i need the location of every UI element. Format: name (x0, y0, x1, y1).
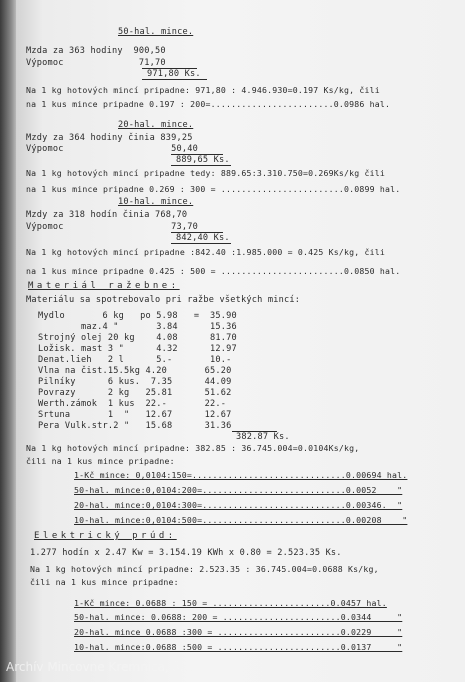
per-coin-line: 50-hal. mince:0,0104:200=............................0.0052 " (74, 485, 403, 495)
text-line: Na 1 kg hotových mincí pripadne: 382.85 : 36.745.004=0.0104Ks/kg, (26, 443, 360, 453)
sum-rule (142, 79, 207, 80)
section-title-50hal: 50-hal. mince. (118, 27, 194, 37)
material-row: Denat.lieh 2 l 5.- 10.- (38, 355, 232, 365)
per-coin-line: 50-hal. mince: 0.0688: 200 = .......................0.0344 " (74, 612, 403, 622)
sum-rule (171, 165, 231, 166)
material-row: Ložisk. mast 3 " 4.32 12.97 (38, 344, 237, 354)
text-line: Na 1 kg hotových mincí pripadne: 971,80 : 4.946.930=0.197 Ks/kg, čili (26, 85, 380, 95)
per-coin-line: 1-Kč mince: 0,0104:150=..............................0.00694 hal. (74, 470, 408, 480)
text-line: Materiálu sa spotrebovalo pri ražbe všetkých mincí: (26, 295, 301, 305)
text-line: 1.277 hodín x 2.47 Kw = 3.154.19 KWh x 0.80 = 2.523.35 Ks. (30, 548, 342, 558)
material-row: Povrazy 2 kg 25.81 51.62 (38, 388, 232, 398)
text-line: na 1 kus mince pripadne 0.269 : 300 = ........................0.0899 hal. (26, 184, 401, 194)
text-line: Na 1 kg hotových mincí pripadne: 2.523.35 : 36.745.004=0.0688 Ks/kg, (30, 564, 379, 574)
material-row: Werth.zámok 1 kus 22.- 22.- (38, 399, 227, 409)
text-line: čili na 1 kus mince pripadne: (26, 456, 175, 466)
archive-watermark: Archív Mincovne Kremnica, š.p. (6, 660, 195, 674)
text-line: Na 1 kg hotových mincí pripadne tedy: 889.65:3.310.750=0.269Ks/kg čili (26, 168, 386, 178)
material-row: Srtuna 1 " 12.67 12.67 (38, 410, 232, 420)
text-line: Na 1 kg hotových mincí pripadne :842.40 :1.985.000 = 0.425 Ks/kg, čili (26, 247, 386, 257)
per-coin-line: 10-hal. mince:0,0104:500=............................0.00208 " (74, 515, 408, 525)
sum-total: 382.87 Ks. (236, 432, 290, 442)
text-line: na 1 kus mince pripadne 0.425 : 500 = ........................0.0850 hal. (26, 266, 401, 276)
per-coin-line: 20-hal. mince 0.0688 :300 = ........................0.0229 " (74, 627, 403, 637)
per-coin-line: 20-hal. mince:0,0104:300=............................0.00346. " (74, 500, 403, 510)
material-row: Strojný olej 20 kg 4.08 81.70 (38, 333, 237, 343)
text-line: Výpomoc 73,70 (26, 222, 198, 232)
material-row: Mydlo 6 kg po 5.98 = 35.90 (38, 311, 237, 321)
section-title-10hal: 10-hal. mince. (118, 197, 194, 207)
section-title-20hal: 20-hal. mince. (118, 120, 194, 130)
per-coin-line: 1-Kč mince: 0.0688 : 150 = .......................0.0457 hal. (74, 598, 387, 608)
sum-total: 842,40 Ks. (176, 233, 230, 243)
binding-edge (0, 0, 16, 682)
document-page (16, 0, 465, 682)
material-row: maz.4 " 3.84 15.36 (38, 322, 237, 332)
sum-total: 971,80 Ks. (147, 69, 201, 79)
text-line: Mzdy za 318 hodín činia 768,70 (26, 210, 188, 220)
sum-rule (171, 243, 231, 244)
text-line: Výpomoc 50,40 (26, 144, 198, 154)
text-line: Mzdy za 364 hodiny činia 839,25 (26, 133, 193, 143)
text-line: čili na 1 kus mince pripadne: (30, 577, 179, 587)
text-line: Mzda za 363 hodiny 900,50 (26, 46, 166, 56)
section-heading-material: Materiál ražebne: (28, 281, 180, 291)
text-line: na 1 kus mince pripadne 0.197 : 200=........................0.0986 hal. (26, 99, 391, 109)
text-line: Výpomoc 71,70 (26, 58, 166, 68)
per-coin-line: 10-hal. mince:0.0688 :500 = ........................0.0137 " (74, 642, 403, 652)
section-heading-electric: Elektrický prúd: (34, 531, 177, 541)
material-row: Pilníky 6 kus. 7.35 44.09 (38, 377, 232, 387)
material-row: Vlna na čist.15.5kg 4.20 65.20 (38, 366, 232, 376)
sum-total: 889,65 Ks. (176, 155, 230, 165)
material-row: Pera Vulk.str.2 " 15.68 31.36 (38, 421, 232, 431)
